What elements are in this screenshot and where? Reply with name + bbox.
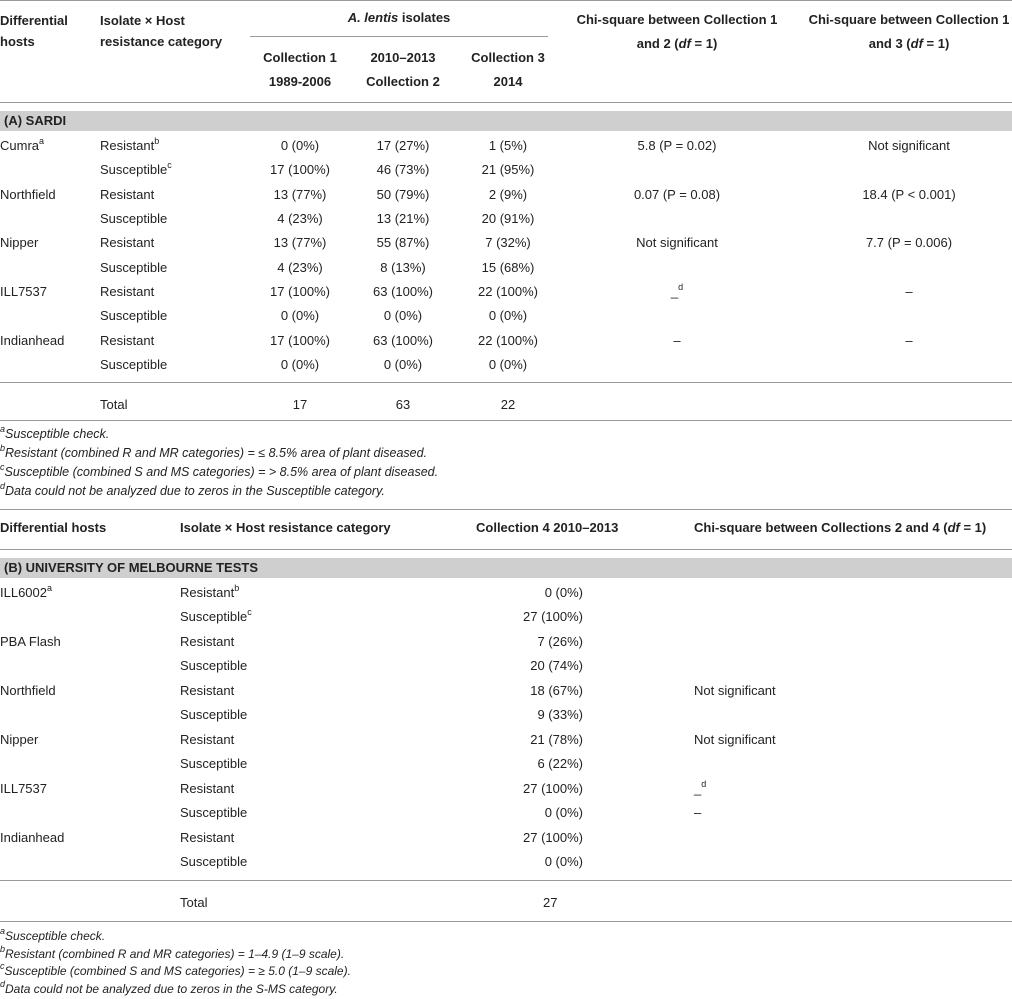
host-text: PBA Flash	[0, 633, 61, 649]
collection-1-cell: 0 (0%)	[280, 138, 320, 153]
category-text: Resistant	[100, 284, 155, 300]
table-b-header-rule	[0, 549, 1012, 550]
category-text: Susceptible	[180, 609, 248, 625]
header-isolates-species: A. lentis	[347, 10, 399, 25]
total-collection-3: 22	[500, 397, 516, 412]
footnote-mark: d	[0, 978, 6, 989]
category-text: Susceptible	[180, 756, 248, 772]
collection-1-cell: 0 (0%)	[280, 357, 320, 373]
footnote	[0, 961, 351, 978]
footnote-text: Susceptible check.	[5, 929, 106, 943]
chi-square-1-3-cell: –	[905, 284, 913, 300]
chi-1-2-text: Not significant	[636, 235, 718, 251]
footnote-text: Susceptible (combined S and MS categories) = ≥ 5.0 (1–9 scale).	[4, 964, 351, 978]
collection-1-cell: 4 (23%)	[277, 211, 323, 227]
category-text: Resistant	[180, 829, 235, 845]
footnote-mark: b	[0, 443, 6, 453]
host-text: ILL6002	[0, 585, 47, 600]
collection-3-cell: 20 (91%)	[481, 211, 535, 227]
category-text: Susceptible	[180, 853, 248, 869]
footnote	[0, 443, 428, 460]
host-text: ILL7537	[0, 780, 47, 796]
total-collection-1: 17	[292, 397, 308, 412]
collection-3-cell: 7 (32%)	[485, 235, 531, 251]
category-cell	[100, 138, 159, 153]
category-cell	[100, 260, 167, 275]
chi-1-2-text: 0.07 (P = 0.08)	[633, 186, 721, 202]
chi-square-1-2-cell	[566, 284, 788, 299]
category-cell	[100, 284, 154, 299]
collection-4-cell: 7 (26%)	[537, 633, 583, 649]
collection-4-cell: 27 (100%)	[523, 609, 583, 625]
host-text: Indianhead	[0, 829, 65, 845]
table-a-total-rule	[0, 382, 1012, 383]
footnote	[0, 943, 345, 961]
chi-square-2-4-cell	[694, 778, 707, 796]
host-cell	[0, 284, 47, 299]
category-cell	[100, 357, 167, 372]
collection-2-cell: 8 (13%)	[380, 259, 426, 275]
collection-3-cell: 1 (5%)	[488, 138, 528, 153]
header-chi-square-1-3: Chi-square between Collection 1 and 3 (df = 1)	[808, 12, 1010, 51]
header-collection-1: Collection 1 1989-2006	[263, 50, 337, 89]
collection-4-cell: 0 (0%)	[544, 585, 583, 600]
category-text: Susceptible	[100, 308, 168, 324]
header-isolates-group	[250, 10, 548, 25]
footnote	[0, 978, 338, 996]
host-cell	[0, 235, 38, 250]
chi-square-1-3-cell: Not significant	[868, 138, 950, 153]
table-b-top-rule	[0, 509, 1012, 510]
collection-3-cell: 0 (0%)	[488, 357, 528, 373]
section-label-sardi: (A) SARDI	[4, 113, 67, 128]
collection-3-cell: 0 (0%)	[488, 308, 528, 324]
collection-1-cell: 17 (100%)	[270, 284, 330, 300]
collection-4-cell: 20 (74%)	[530, 658, 583, 674]
category-sup: c	[167, 160, 172, 171]
category-sup: c	[247, 607, 252, 618]
chi-2-4-text: Not significant	[694, 731, 776, 747]
host-sup: a	[39, 136, 45, 146]
category-text: Resistant	[180, 633, 235, 649]
category-text: Resistant	[180, 780, 235, 796]
header-collection-2: 2010–2013 Collection 2	[366, 50, 440, 89]
footnote-mark: a	[0, 424, 6, 434]
chi-square-1-2-cell	[566, 187, 788, 202]
category-cell	[100, 162, 172, 177]
table-b-total-rule	[0, 880, 1012, 881]
collection-4-cell: 9 (33%)	[537, 707, 583, 723]
host-text: Indianhead	[0, 332, 65, 348]
collection-4-cell: 0 (0%)	[544, 853, 583, 869]
collection-4-cell: 18 (67%)	[530, 682, 583, 698]
chi-square-1-3-cell: –	[905, 332, 913, 348]
footnote-text: Susceptible check.	[5, 427, 110, 441]
collection-2-cell: 63 (100%)	[373, 332, 433, 348]
table-a-bottom-rule	[0, 420, 1012, 421]
footnote-text: Resistant (combined R and MR categories) = ≤ 8.5% area of plant diseased.	[5, 446, 428, 460]
chi-square-1-2-cell	[566, 333, 788, 348]
footnote-mark: a	[0, 926, 6, 936]
category-text: Susceptible	[100, 162, 168, 178]
collection-3-cell: 22 (100%)	[478, 332, 538, 348]
category-text: Susceptible	[180, 658, 248, 674]
chi-1-2-sup: d	[678, 282, 684, 293]
section-label-melbourne: (B) UNIVERSITY OF MELBOURNE TESTS	[4, 560, 258, 575]
header-collection-3: Collection 3 2014	[471, 50, 545, 89]
category-text: Susceptible	[100, 357, 168, 373]
category-text: Resistant	[100, 235, 155, 251]
collection-2-cell: 0 (0%)	[383, 357, 423, 373]
category-cell	[100, 211, 167, 226]
chi-2-4-text: _	[694, 780, 702, 796]
header-isolate-category: Isolate × Host resistance category	[100, 13, 223, 49]
host-text: Cumra	[0, 138, 40, 153]
total-collection-2: 63	[395, 397, 411, 412]
collection-4-cell: 27 (100%)	[523, 780, 583, 796]
header-differential-hosts: Differential hosts	[0, 13, 68, 49]
collection-3-cell: 21 (95%)	[481, 162, 535, 178]
category-text: Susceptible	[100, 259, 168, 275]
collection-4-cell: 21 (78%)	[530, 731, 583, 747]
category-text: Susceptible	[180, 707, 248, 723]
header-b-differential-hosts: Differential hosts	[0, 520, 107, 535]
footnote-text: Data could not be analyzed due to zeros in the Susceptible category.	[5, 484, 385, 498]
footnote-mark: c	[0, 961, 5, 971]
chi-2-4-sup: d	[701, 778, 707, 789]
chi-1-2-text: –	[673, 332, 681, 348]
category-cell	[100, 333, 154, 348]
category-text: Resistant	[100, 138, 155, 153]
category-cell	[100, 235, 154, 250]
chi-square-1-2-cell	[566, 138, 788, 153]
host-text: Northfield	[0, 682, 56, 698]
section-band-a	[0, 111, 1012, 131]
collection-2-cell: 17 (27%)	[376, 138, 430, 153]
chi-square-1-3-cell: 7.7 (P = 0.006)	[865, 235, 953, 251]
footnote-text: Resistant (combined R and MR categories) = 1–4.9 (1–9 scale).	[5, 946, 345, 961]
collection-4-cell: 0 (0%)	[544, 805, 583, 821]
collection-3-cell: 22 (100%)	[478, 284, 538, 300]
collection-2-cell: 0 (0%)	[383, 308, 423, 324]
table-b-bottom-rule	[0, 921, 1012, 922]
footnote-text: Data could not be analyzed due to zeros in the S-MS category.	[5, 981, 338, 996]
collection-4-cell: 27 (100%)	[523, 829, 583, 845]
collection-2-cell: 46 (73%)	[376, 162, 430, 178]
collection-2-cell: 55 (87%)	[376, 235, 430, 251]
table-a-top-rule	[0, 0, 1012, 1]
collection-1-cell: 13 (77%)	[273, 235, 327, 251]
collection-3-cell: 2 (9%)	[488, 186, 528, 202]
footnote	[0, 481, 385, 498]
category-text: Resistant	[100, 332, 155, 348]
host-sup: a	[47, 583, 53, 593]
category-text: Susceptible	[100, 211, 168, 227]
collection-1-cell: 17 (100%)	[270, 162, 330, 178]
chi-2-4-text: Not significant	[694, 682, 776, 698]
total-label-a: Total	[100, 397, 128, 412]
category-cell	[100, 308, 167, 323]
chi-2-4-text: –	[694, 805, 702, 821]
footnote-mark: b	[0, 943, 6, 954]
host-text: Nipper	[0, 235, 39, 251]
category-text: Susceptible	[180, 805, 248, 821]
category-sup: b	[154, 136, 160, 146]
category-text: Resistant	[180, 731, 235, 747]
footnote	[0, 462, 439, 479]
footnote	[0, 926, 106, 943]
header-chi-square-1-2: Chi-square between Collection 1 and 2 (df = 1)	[576, 12, 778, 51]
footnote-mark: c	[0, 462, 5, 472]
header-chi-square-2-4: Chi-square between Collections 2 and 4 (df = 1)	[694, 520, 987, 535]
chi-square-1-2-cell	[566, 235, 788, 250]
collection-2-cell: 50 (79%)	[376, 186, 430, 202]
header-collection-4: Collection 4 2010–2013	[476, 520, 619, 535]
collection-2-cell: 13 (21%)	[376, 211, 430, 227]
chi-1-2-text: _	[670, 284, 679, 300]
chi-square-1-3-cell: 18.4 (P < 0.001)	[862, 186, 956, 202]
collection-1-cell: 0 (0%)	[280, 308, 320, 324]
footnote	[0, 424, 110, 441]
chi-1-2-text: 5.8 (P = 0.02)	[637, 138, 717, 153]
total-label-b: Total	[180, 895, 208, 910]
host-text: ILL7537	[0, 284, 47, 300]
header-group-rule	[250, 36, 548, 37]
collection-1-cell: 4 (23%)	[277, 259, 323, 275]
collection-1-cell: 17 (100%)	[270, 332, 330, 348]
host-cell	[0, 333, 64, 348]
table-a-header-rule	[0, 102, 1012, 103]
footnote-mark: d	[0, 481, 6, 491]
category-text: Resistant	[100, 186, 155, 202]
host-cell	[0, 138, 44, 153]
header-isolates-suffix: isolates	[398, 10, 451, 25]
footnote-text: Susceptible (combined S and MS categories) = > 8.5% area of plant diseased.	[4, 465, 439, 479]
collection-4-cell: 6 (22%)	[537, 756, 583, 772]
category-text: Resistant	[180, 682, 235, 698]
collection-1-cell: 13 (77%)	[273, 186, 327, 202]
header-b-isolate-category: Isolate × Host resistance category	[180, 520, 391, 535]
category-text: Resistant	[180, 585, 235, 600]
total-collection-4: 27	[543, 895, 558, 910]
host-cell	[0, 187, 56, 202]
category-sup: b	[234, 583, 240, 593]
chi-square-2-4-cell	[694, 732, 776, 747]
collection-3-cell: 15 (68%)	[481, 259, 535, 275]
collection-2-cell: 63 (100%)	[373, 284, 433, 300]
host-text: Nipper	[0, 731, 39, 747]
category-cell	[100, 187, 154, 202]
host-text: Northfield	[0, 186, 56, 202]
chi-square-2-4-cell	[694, 805, 701, 820]
chi-square-2-4-cell	[694, 683, 776, 698]
